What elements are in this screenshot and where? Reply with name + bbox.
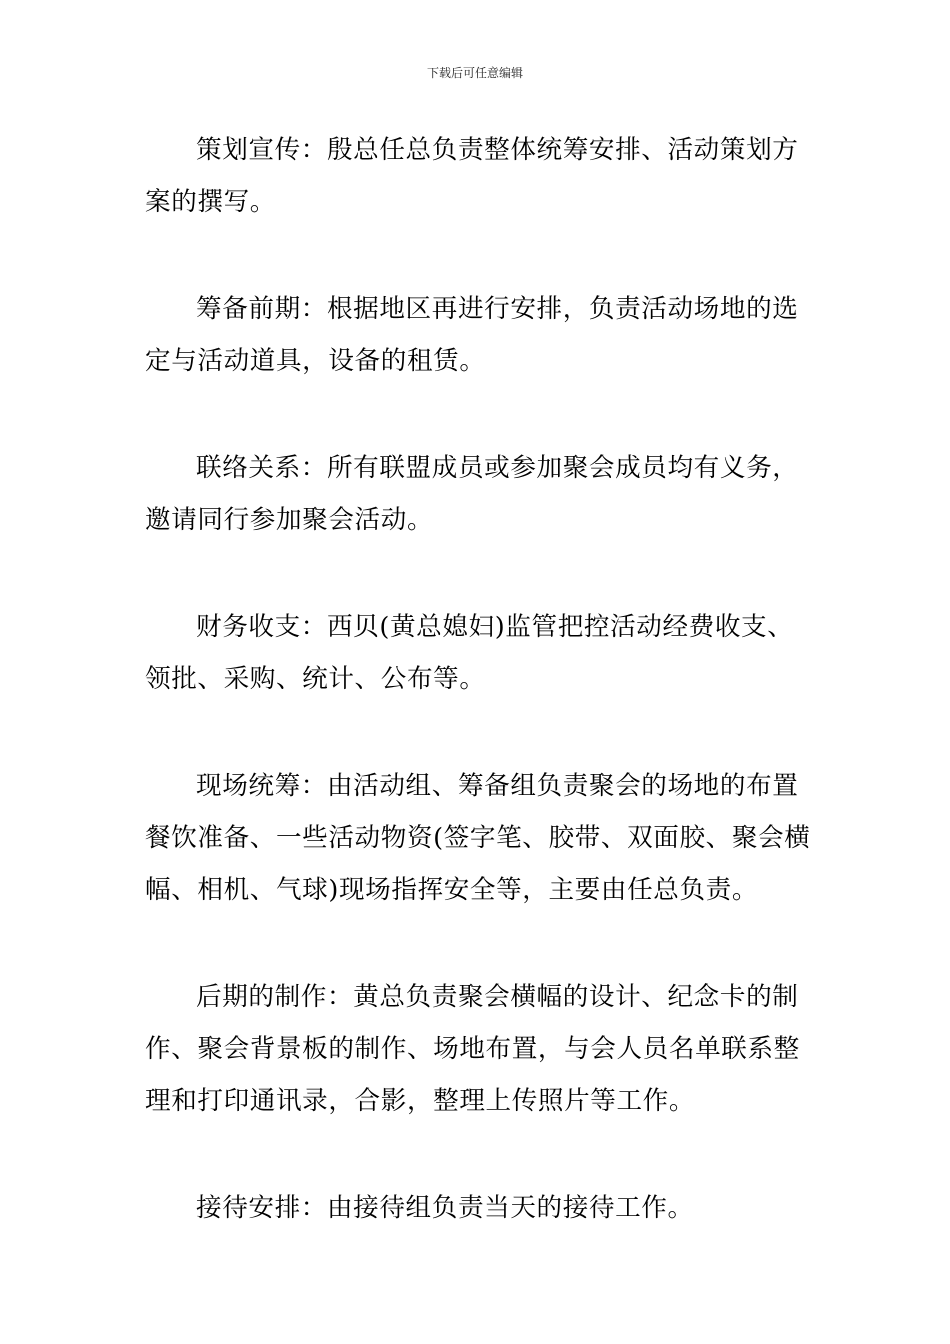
paragraph-post-production: 后期的制作：黄总负责聚会横幅的设计、纪念卡的制作、聚会背景板的制作、场地布置，与会人员名单联系整理和打印通讯录，合影，整理上传照片等工作。 [145,982,800,1116]
paragraph-finance: 财务收支：西贝(黄总媳妇)监管把控活动经费收支、领批、采购、统计、公布等。 [145,612,794,694]
document-body [145,124,813,1289]
paragraph-reception: 接待安排：由接待组负责当天的接待工作。 [196,1193,694,1223]
page-header: 下载后可任意编辑 [426,66,523,80]
paragraph-planning-publicity: 策划宣传：殷总任总负责整体统筹安排、活动策划方案的撰写。 [145,135,799,217]
paragraph-liaison: 联络关系：所有联盟成员或参加聚会成员均有义务，邀请同行参加聚会活动。 [145,453,799,535]
paragraph-early-preparation: 筹备前期：根据地区再进行安排，负责活动场地的选定与活动道具，设备的租赁。 [145,294,799,376]
paragraph-onsite-coordination: 现场统筹：由活动组、筹备组负责聚会的场地的布置餐饮准备、一些活动物资(签字笔、胶带、双面胶、聚会横幅、相机、气球)现场指挥安全等，主要由任总负责。 [145,771,811,905]
